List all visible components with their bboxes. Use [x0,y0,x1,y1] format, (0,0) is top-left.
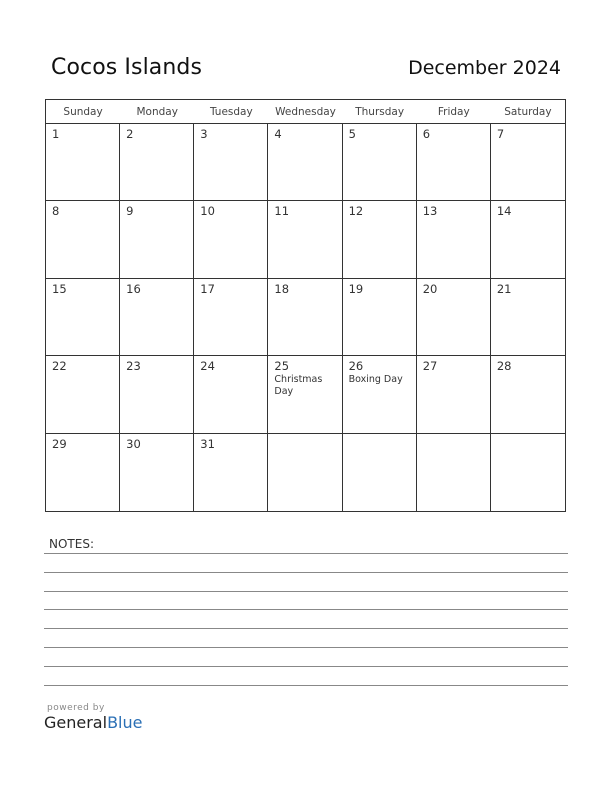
day-cell [491,356,565,433]
day-cell [194,201,268,278]
day-cell [491,201,565,278]
notes-label: NOTES: [49,537,94,551]
day-cell [194,279,268,356]
calendar-grid [45,99,566,512]
weekday-sunday: Sunday [63,106,103,118]
day-number: 20 [422,281,438,296]
notes-lines [44,553,568,703]
day-number: 8 [52,204,60,219]
day-number: 17 [200,281,215,296]
day-number: 1 [52,127,60,141]
day-number: 16 [126,281,141,296]
day-number: 13 [422,204,438,219]
weekday-monday: Monday [136,106,178,118]
day-number: 26 [348,359,364,374]
day-number: 27 [422,359,438,374]
day-cell [120,124,194,201]
day-number: 2 [126,127,134,141]
brand-name [44,713,142,732]
day-number: 12 [348,204,364,219]
day-cell [194,434,268,511]
day-number: 19 [348,281,364,296]
day-cell [268,279,342,356]
day-cell [268,356,342,433]
day-cell [46,124,120,201]
note-line [44,591,568,610]
day-cell [343,434,417,511]
day-cell [46,279,120,356]
day-cell [343,279,417,356]
day-number: 9 [126,204,134,219]
brand-logo [44,703,142,732]
day-cell [46,356,120,433]
day-number: 6 [422,127,431,141]
day-cell [268,124,342,201]
brand-blue: Blue [107,713,143,732]
country-title: Cocos Islands [51,55,203,80]
weekday-thursday: Thursday [355,106,405,118]
day-number: 4 [274,127,282,141]
day-cell [417,356,491,433]
day-number: 5 [348,127,356,141]
day-cell [120,434,194,511]
note-line [44,647,568,666]
note-line [44,666,568,685]
calendar-weeks [46,124,565,511]
day-number: 21 [496,281,512,296]
holiday-label: Boxing Day [348,374,403,386]
day-cell [491,434,565,511]
day-cell [343,124,417,201]
day-cell [268,434,342,511]
note-line [44,572,568,591]
day-number: 22 [52,359,67,374]
day-cell [491,124,565,201]
day-number: 29 [52,436,67,451]
day-number: 10 [200,204,215,219]
day-cell [120,356,194,433]
day-number: 24 [200,359,215,374]
brand-general: General [44,713,108,732]
day-number: 18 [274,281,290,296]
day-cell [194,124,268,201]
note-line [44,628,568,647]
weekday-tuesday: Tuesday [209,106,253,118]
day-cell [120,279,194,356]
day-cell [417,201,491,278]
weekday-saturday: Saturday [504,106,552,118]
day-cell [417,124,491,201]
powered-by-text: powered by [47,703,105,713]
day-number: 30 [126,436,141,451]
day-number: 14 [496,204,512,219]
day-cell [46,201,120,278]
month-year-title: December 2024 [408,57,561,79]
holiday-label: Christmas Day [274,374,323,398]
note-line [44,609,568,628]
day-cell [343,356,417,433]
day-cell [343,201,417,278]
day-number: 15 [52,281,67,296]
day-cell [417,279,491,356]
note-line [44,685,568,704]
day-number: 7 [496,127,505,141]
note-line [44,553,568,572]
day-cell [491,279,565,356]
day-number: 31 [200,436,215,451]
day-cell [417,434,491,511]
weekday-wednesday: Wednesday [275,106,336,118]
weekday-friday: Friday [437,106,470,118]
day-cell [268,201,342,278]
weekday-header-row [46,100,565,124]
day-cell [120,201,194,278]
day-number: 3 [200,127,208,141]
day-number: 11 [274,204,290,219]
day-number: 23 [126,359,141,374]
day-number: 25 [274,359,290,374]
day-cell [194,356,268,433]
day-cell [46,434,120,511]
day-number: 28 [496,359,512,374]
